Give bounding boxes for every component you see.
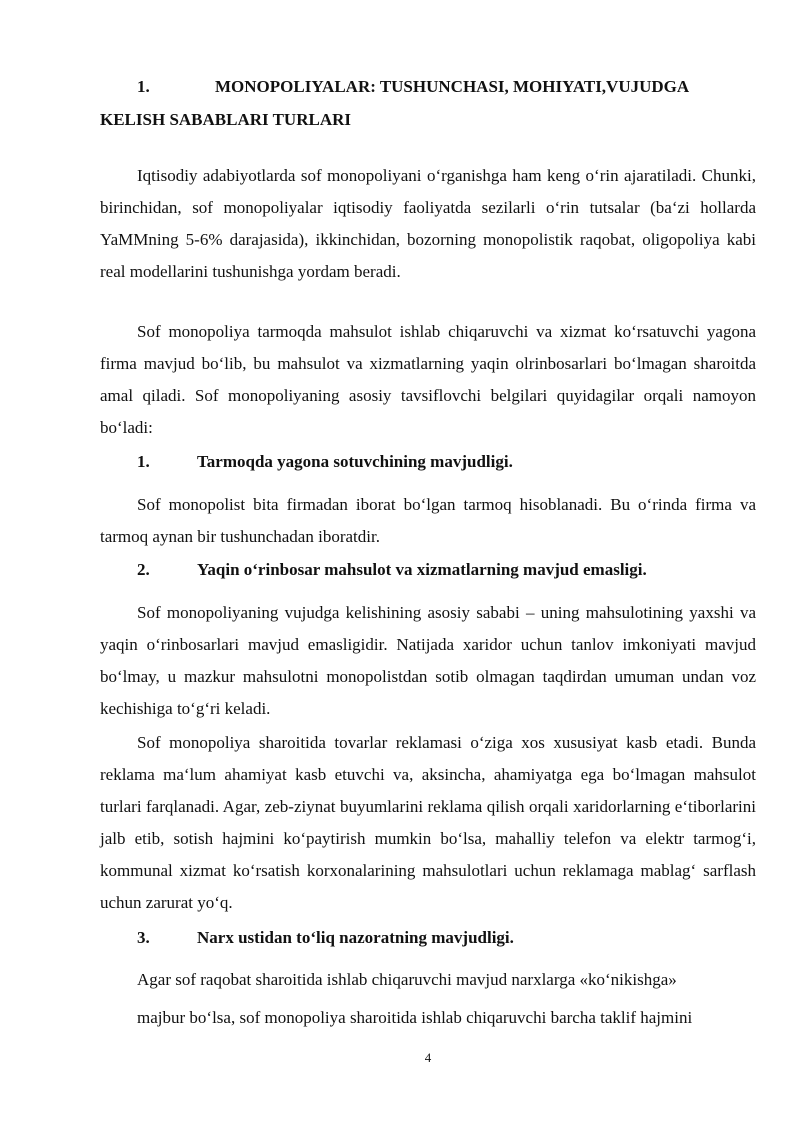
paragraph-no-substitutes: Sof monopoliyaning vujudga kelishining asosiy sababi – uning mahsulotining yaxshi va yaqin o‘rinbosarlari mavjud emasligidir. Natijada xaridor uchun tanlov imkoniyati mavjud bo‘lmay, u mazkur mahsulotni monopolistdan sotib olmagan taqdirdan umuman undan voz kechishiga to‘g‘ri keladi. bbox=[100, 603, 756, 718]
page-number: 4 bbox=[424, 1050, 432, 1065]
section-title bbox=[100, 70, 756, 136]
feature-number: 3. bbox=[137, 928, 150, 947]
paragraph-single-seller: Sof monopolist bita firmadan iborat bo‘lgan tarmoq hisoblanadi. Bu o‘rinda firma va tarmoq aynan bir tushunchadan iboratdir. bbox=[100, 495, 756, 546]
feature-heading-3 bbox=[137, 923, 757, 953]
feature-number: 1. bbox=[137, 452, 150, 471]
section-number: 1. bbox=[137, 77, 150, 96]
feature-title: Tarmoqda yagona sotuvchining mavjudligi. bbox=[197, 452, 513, 471]
paragraph-definition: Sof monopoliya tarmoqda mahsulot ishlab chiqaruvchi va xizmat ko‘rsatuvchi yagona firma mavjud bo‘lib, bu mahsulot va xizmatlarning yaqin olrinbosarlari bo‘lmagan sharoitda amal qiladi. Sof monopoliyaning asosiy tavsiflovchi belgilari quyidagilar orqali namoyon bo‘ladi: bbox=[100, 322, 756, 437]
feature-title: Narx ustidan to‘liq nazoratning mavjudligi. bbox=[197, 928, 514, 947]
feature-heading-1 bbox=[137, 447, 757, 477]
feature-title: Yaqin o‘rinbosar mahsulot va xizmatlarning mavjud emasligi. bbox=[197, 560, 647, 579]
section-title-text: MONOPOLIYALAR: TUSHUNCHASI, MOHIYATI,VUJUDGA KELISH SABABLARI TURLARI bbox=[100, 77, 689, 129]
paragraph-price-control-line-2: majbur bo‘lsa, sof monopoliya sharoitida ishlab chiqaruvchi barcha taklif hajmini bbox=[137, 1008, 693, 1027]
paragraph-intro: Iqtisodiy adabiyotlarda sof monopoliyani o‘rganishga ham keng o‘rin ajaratiladi. Chunki, birinchidan, sof monopoliyalar iqtisodiy faoliyatda sezilarli o‘rin tutsalar (ba‘zi hollarda YaMMning 5-6% darajasida), ikkinchidan, bozorning monopolistik raqobat, oligopoliya kabi real modellarini tushunishga yordam beradi. bbox=[100, 166, 756, 281]
paragraph-price-control-line-1: Agar sof raqobat sharoitida ishlab chiqaruvchi mavjud narxlarga «ko‘nikishga» bbox=[137, 970, 677, 989]
feature-heading-2 bbox=[137, 555, 757, 585]
feature-number: 2. bbox=[137, 560, 150, 579]
paragraph-advertising: Sof monopoliya sharoitida tovarlar reklamasi o‘ziga xos xususiyat kasb etadi. Bunda reklama ma‘lum ahamiyat kasb etuvchi va, aksincha, ahamiyatga ega bo‘lmagan mahsulot turlari farqlanadi. Agar, zeb-ziynat buyumlarini reklama qilish orqali xaridorlarning e‘tiborlarini jalb etib, sotish hajmini ko‘paytirish mumkin bo‘lsa, mahalliy telefon va elektr tarmog‘i, kommunal xizmat ko‘rsatish korxonalarining mahsulotlari uchun reklamaga mablag‘ sarflash uchun zarurat yo‘q. bbox=[100, 733, 756, 912]
